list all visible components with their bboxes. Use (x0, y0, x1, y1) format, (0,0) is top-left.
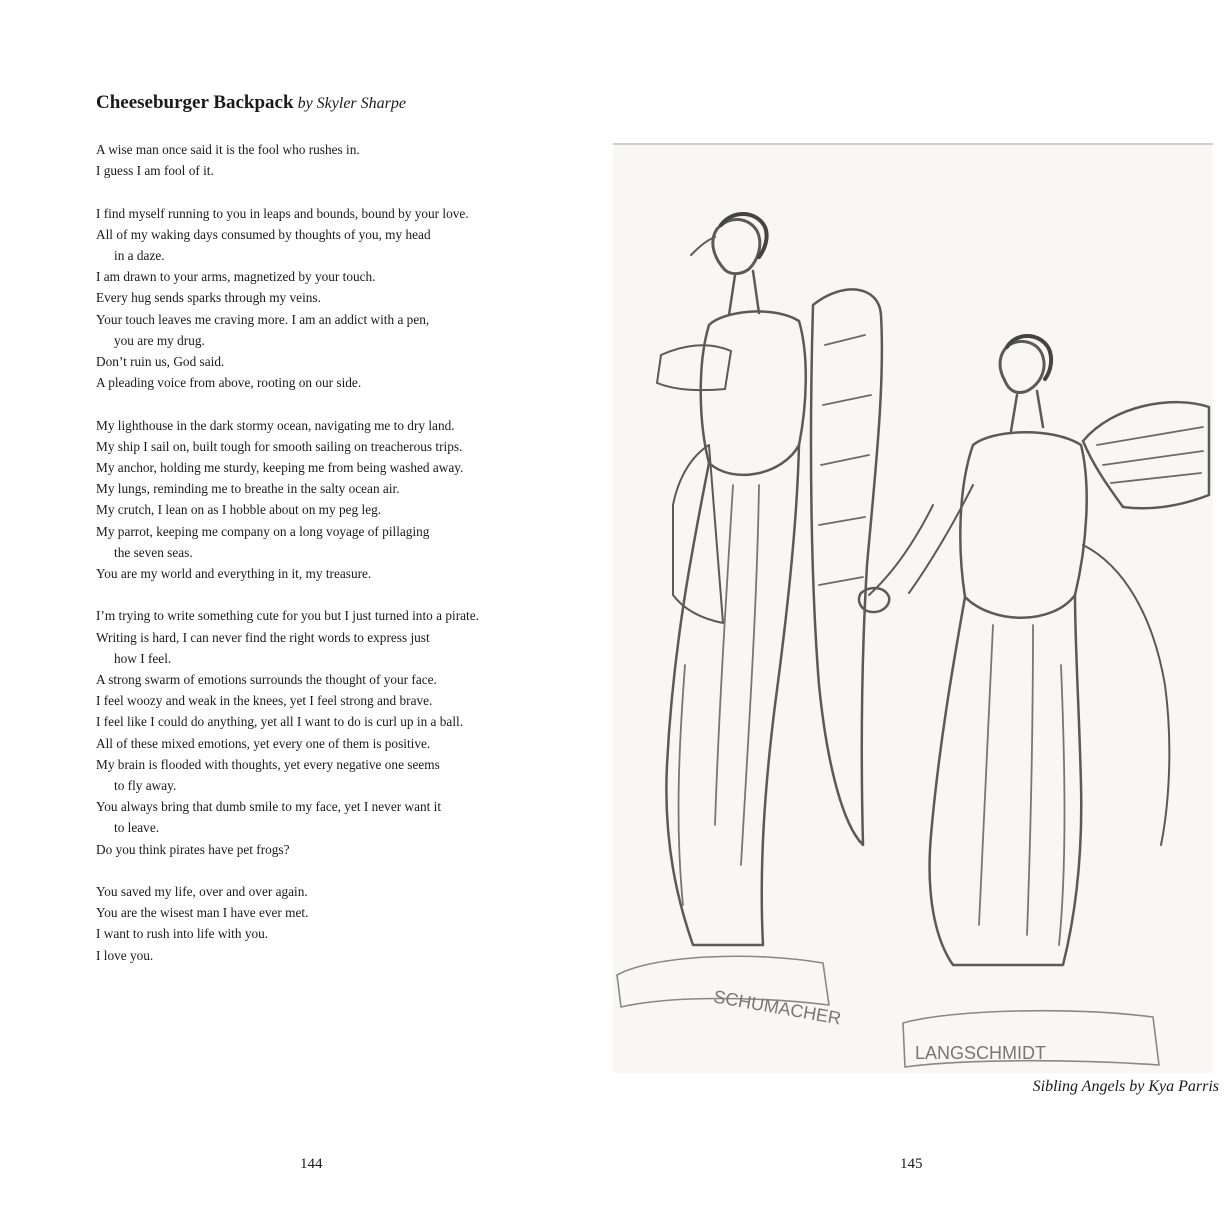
poem-line: I find myself running to you in leaps and bounds, bound by your love. (96, 205, 469, 221)
poem-line: My lighthouse in the dark stormy ocean, navigating me to dry land. (96, 417, 455, 433)
poem-line: how I feel. (114, 650, 172, 666)
poem-title: Cheeseburger Backpack (96, 92, 294, 113)
pencil-sketch-illustration (613, 145, 1213, 1073)
artwork-caption: Sibling Angels by Kya Parris (1032, 1078, 1219, 1095)
poem-line: to leave. (114, 820, 160, 836)
poem-stanza (96, 139, 596, 181)
poem-line: I love you. (96, 947, 154, 963)
poem-line: You are my world and everything in it, my treasure. (96, 566, 372, 582)
poem-line: My parrot, keeping me company on a long voyage of pillaging (96, 523, 430, 539)
poem-line: I want to rush into life with you. (96, 926, 269, 942)
poem-line: Writing is hard, I can never find the right words to express just (96, 629, 430, 645)
poem-line: I guess I am fool of it. (96, 163, 214, 179)
plinth-label-left: SCHUMACHER (712, 986, 843, 1029)
poem-line: Do you think pirates have pet frogs? (96, 841, 290, 857)
poem-line: the seven seas. (114, 544, 193, 560)
poem-line: I am drawn to your arms, magnetized by your touch. (96, 269, 376, 285)
right-page (613, 0, 1227, 1227)
poem-line: Don’t ruin us, God said. (96, 354, 225, 370)
poem-line: My brain is flooded with thoughts, yet every negative one seems (96, 756, 440, 772)
poem-line: You always bring that dumb smile to my face, yet I never want it (96, 799, 442, 815)
poem-line: You are the wisest man I have ever met. (96, 905, 309, 921)
poem-line: A strong swarm of emotions surrounds the thought of your face. (96, 672, 437, 688)
plinth-label-right: LANGSCHMIDT (915, 1043, 1047, 1063)
poem-line: My crutch, I lean on as I hobble about on my peg leg. (96, 502, 382, 518)
poem-line: Your touch leaves me craving more. I am an addict with a pen, (96, 311, 430, 327)
left-page (0, 0, 613, 1227)
poem-body (96, 139, 596, 987)
poem-byline: by Skyler Sharpe (297, 95, 406, 112)
poem-line: My ship I sail on, built tough for smooth sailing on treacherous trips. (96, 438, 463, 454)
poem-line: in a daze. (114, 248, 165, 263)
poem-heading (96, 92, 406, 114)
poem-line: My lungs, reminding me to breathe in the salty ocean air. (96, 481, 400, 497)
poem-line: Every hug sends sparks through my veins. (96, 290, 321, 306)
poem-line: you are my drug. (114, 332, 205, 348)
poem-line: My anchor, holding me sturdy, keeping me from being washed away. (96, 460, 464, 476)
poem-stanza (96, 881, 596, 966)
poem-line: I feel woozy and weak in the knees, yet I feel strong and brave. (96, 693, 433, 709)
poem-line: I’m trying to write something cute for you but I just turned into a pirate. (96, 608, 479, 624)
sibling-angels-drawing (613, 143, 1213, 1073)
poem-line: I feel like I could do anything, yet all I want to do is curl up in a ball. (96, 714, 464, 730)
poem-stanza (96, 605, 596, 859)
page-number-left: 144 (300, 1156, 323, 1172)
page-number-right: 145 (900, 1156, 923, 1172)
poem-line: All of my waking days consumed by thoughts of you, my head (96, 226, 431, 242)
poem-line: All of these mixed emotions, yet every one of them is positive. (96, 735, 431, 751)
poem-line: to fly away. (114, 778, 177, 794)
poem-line: A wise man once said it is the fool who rushes in. (96, 142, 360, 157)
poem-line: You saved my life, over and over again. (96, 884, 308, 900)
poem-stanza (96, 203, 596, 394)
poem-stanza (96, 415, 596, 585)
poem-line: A pleading voice from above, rooting on our side. (96, 375, 362, 391)
